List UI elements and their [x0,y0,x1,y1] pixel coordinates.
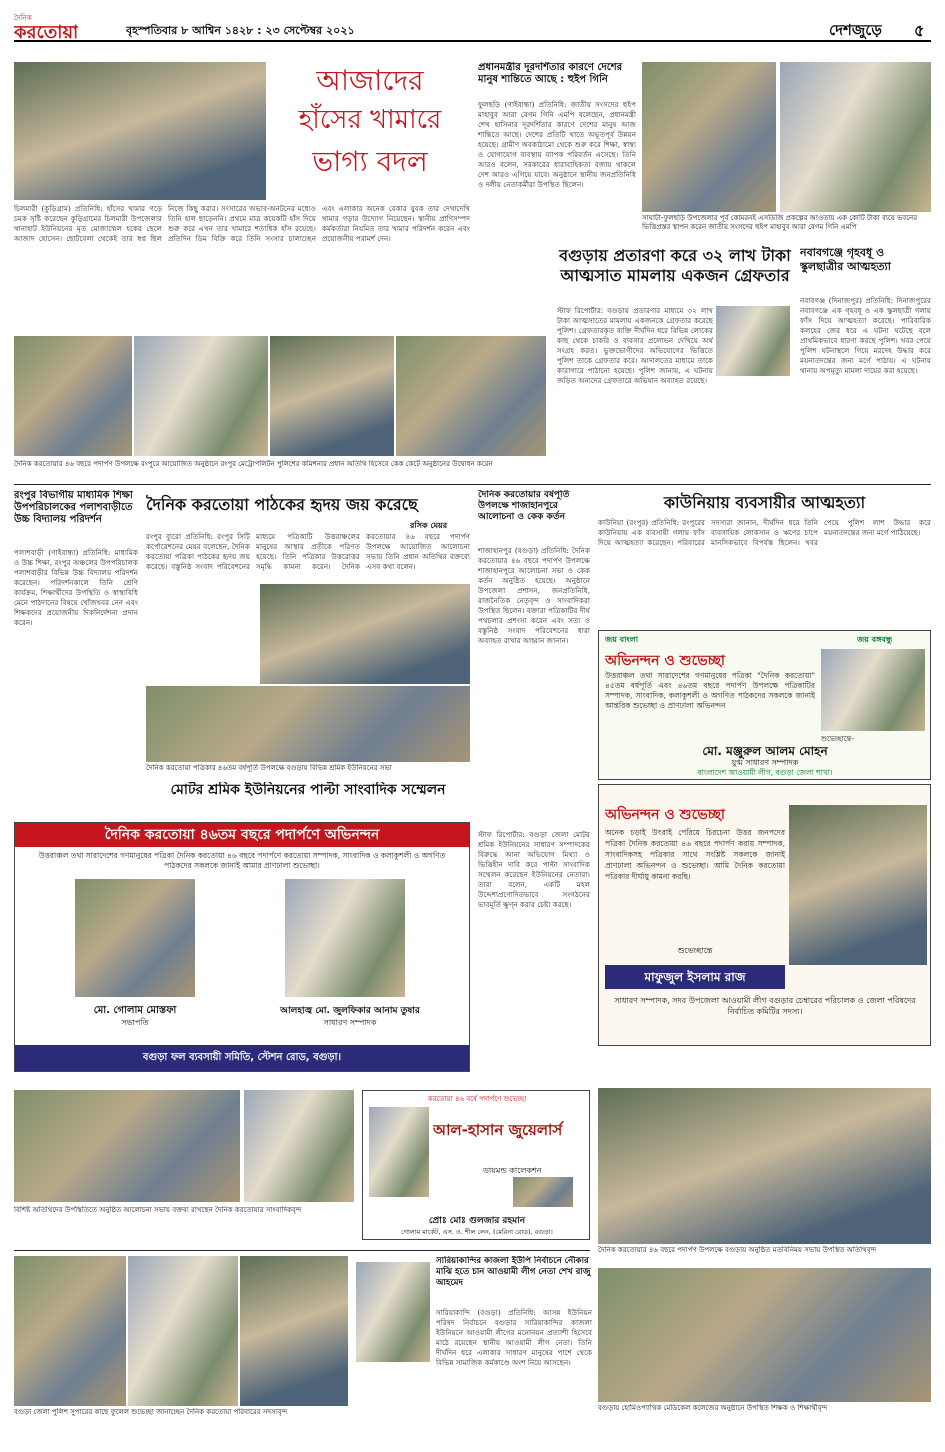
ad-mafuzul [598,784,931,1046]
rangpur-heart-headline: দৈনিক করতোয়া পাঠকের হৃদয় জয় করেছে [146,495,418,514]
lead-headline-line-1: আজাদের [316,64,424,97]
divider [14,484,931,485]
rangpur-edu-headline: রংপুর বিভাগীয় মাধ্যমিক শিক্ষা উপপরিচালকের পলাশবাড়ীতে উচ্চ বিদ্যালয় পরিদর্শন [14,490,133,525]
pm-caption: সাঘাটা-ফুলছড়ি উপজেলার পূর্ব কোমরনই এসডিজি প্রকল্পের আওতায় এক কোটি টাকা ব্যয়ে ভবনের ভিত্তিপ্রস্তর স্থাপন করেন জাতীয় সংসদের হুইপ মাহাবুব আরা বেগম গিনি এমপি [642,214,918,231]
ad2-greeting: শুভেচ্ছান্তে- [821,735,854,743]
photo-row-4 [396,336,546,456]
ad2-role: যুগ্ম সাধারণ সম্পাদক [731,758,799,767]
ad3-body: অনেক চড়াই উৎরাই পেরিয়ে চিরচেনা উত্তর জনপদের পত্রিকা দৈনিক করতোয়া ৪৬ বছরে পদার্পণ করায় সম্পাদক, সাংবাদিকসহ পত্রিকার সাথে সংশ্লিষ্ট সকলকে জানাই প্রাণঢালা অভিনন্দন ও শুভেচ্ছা। আমি দৈনিক করতোয়া পত্রিকার দীর্ঘায়ু কামনা করছি। [605,828,785,881]
bottom-story-portrait [356,1262,430,1362]
bottom-photo-3 [240,1256,348,1406]
pm-photo-1 [642,62,776,212]
ad1-person-1-name: মো. গোলাম মোস্তফা [93,1005,177,1016]
ad2-org: বাংলাদেশ আওয়ামী লীগ, বগুড়া জেলা শাখা। [697,768,833,777]
lead-photo [14,62,266,200]
fraud-headline: বগুড়ায় প্রতারণা করে ৩২ লাখ টাকা আত্মসাত মামলায় একজন গ্রেফতার [559,246,791,285]
ad4-address: গোলাম মার্কেট, এস. ও. শীল লেন, (মেরিনা রোড), বগুড়া। [401,1228,553,1236]
ad3-role: সাধারণ সম্পাদক, সদর উপজেলা আওয়ামী লীগ বগুড়ার চেম্বারের পরিচালক ও জেলা পরিষদের নির্বাচিত কমিটির সদস্য। [614,996,916,1016]
photo-2-caption: বিশিষ্ট অতিথিদের উপস্থিতিতে অনুষ্ঠিত আলোচনা সভায় বক্তব্য রাখছেন দৈনিক করতোয়ার সাংবাদিকবৃন্দ [14,1206,302,1214]
fraud-photo [716,306,790,376]
ad1-footer: বগুড়া ফল ব্যবসায়ী সমিতি, স্টেশন রোড, বগুড়া। [15,1045,469,1071]
ad3-name: মাফুজুল ইসলাম রাজ [605,965,785,989]
meeting-photo [146,686,470,762]
ad1-person-2-name: আলহাজ্ব মো. জুলফিকার আনাম তুষার [280,1006,420,1016]
ad4-subtitle: ডায়মন্ড কালেকশন [483,1166,542,1175]
ad4-top: করতোয়া ৪৬ বর্ষে পদার্পণে শুভেচ্ছা [427,1095,527,1103]
bottom-photo-4 [598,1268,931,1402]
rangpur-heart-body: রংপুর ব্যুরো প্রতিনিধি: রংপুর সিটি কর্পোরেশনের মেয়র বলেছেন, দৈনিক করতোয়া পত্রিকা পাঠকের হৃদয় জয় করেছে। বস্তুনিষ্ঠ সংবাদ পরিবেশনের মাধ্যমে পত্রিকাটি উত্তরাঞ্চলের মানুষের আস্থার প্রতীকে পরিণত হয়েছে। তিনি পত্রিকার উত্তরোত্তর সমৃদ্ধি কামনা করেন। দৈনিক করতোয়ার ৪৬ বছরে পদার্পণ উপলক্ষে আয়োজিত আলোচনা সভায় তিনি প্রধান অতিথির বক্তব্যে এসব কথা বলেন। [146,532,470,571]
pm-photo-2 [780,62,931,212]
lead-body: চিলমারী (কুড়িগ্রাম) প্রতিনিধি: হাঁসের খামার গড়ে চমক সৃষ্টি করেছেন কুড়িগ্রামের চিলমারী উপজেলার থানাহাট ইউনিয়নের মৃত মোজাম্মেল হকের ছেলে আজাদ হোসেন। ছোটবেলা থেকেই তার স্বপ্ন ছিল নিজে কিছু করার। সংসারের অভাব-অনটনের মধ্যেও তিনি হাল ছাড়েননি। প্রথমে মাত্র কয়েকটি হাঁস দিয়ে শুরু করে এখন তার খামারে শতাধিক হাঁস রয়েছে। প্রতিদিন ডিম বিক্রি করে তিনি সংসার চালাচ্ছেন এবং এলাকার অনেক বেকার যুবক তার দেখাদেখি খামার গড়ার উদ্যোগ নিয়েছেন। স্থানীয় প্রাণিসম্পদ কর্মকর্তারা নিয়মিত তার খামার পরিদর্শন করেন এবং প্রয়োজনীয় পরামর্শ দেন। [14,204,470,243]
nawabganj-body: নবাবগঞ্জ (দিনাজপুর) প্রতিনিধি: দিনাজপুরের নবাবগঞ্জে এক গৃহবধূ ও এক স্কুলছাত্রী গলায় ফাঁস দিয়ে আত্মহত্যা করেছে। পারিবারিক কলহের জের ধরে এ ঘটনা ঘটেছে বলে প্রাথমিকভাবে ধারণা করছে পুলিশ। খবর পেয়ে পুলিশ ঘটনাস্থলে গিয়ে মরদেহ উদ্ধার করে ময়নাতদন্তের জন্য মর্গে পাঠায়। এ ঘটনায় থানায় অপমৃত্যু মামলা দায়ের করা হয়েছে। [800,296,931,375]
ad-monjurul [598,630,931,780]
bottom-story-body: সারিয়াকান্দি (বগুড়া) প্রতিনিধি: আসন্ন ইউনিয়ন পরিষদ নির্বাচনে বগুড়ার সারিয়াকান্দির কাজলা ইউনিয়নে আওয়ামী লীগের মনোনয়ন প্রত্যাশী হিসেবে মাঠে রয়েছেন স্থানীয় আওয়ামী লীগ নেতা। তিনি দীর্ঘদিন ধরে এলাকার সাধারণ মানুষের পাশে থেকে বিভিন্ন সামাজিক কর্মকাণ্ডে অংশ নিয়ে আসছেন। [436,1308,592,1367]
fraud-body: স্টাফ রিপোর্টার: বগুড়ায় প্রতারণার মাধ্যমে ৩২ লাখ টাকা আত্মসাতের মামলায় একজনকে গ্রেফতার করেছে পুলিশ। গ্রেফতারকৃত ব্যক্তি দীর্ঘদিন ধরে বিভিন্ন লোকের কাছ থেকে চাকরি ও ব্যবসার প্রলোভন দেখিয়ে অর্থ সংগ্রহ করত। ভুক্তভোগীদের অভিযোগের ভিত্তিতে পুলিশ তাকে গ্রেফতার করে। আদালতের মাধ্যমে তাকে কারাগারে পাঠানো হয়েছে। পুলিশ জানায়, এ ঘটনায় জড়িত অন্যদের গ্রেফতারে অভিযান অব্যাহত রয়েছে। [557,306,713,385]
shahjahanpur-body: শাজাহানপুর (বগুড়া) প্রতিনিধি: দৈনিক করতোয়ার ৪৬ বছরে পদার্পণ উপলক্ষে শাজাহানপুরে আলোচনা সভা ও কেক কর্তন অনুষ্ঠিত হয়েছে। অনুষ্ঠানে উপজেলা প্রশাসন, জনপ্রতিনিধি, রাজনৈতিক নেতৃবৃন্দ ও সাংবাদিকরা উপস্থিত ছিলেন। বক্তারা পত্রিকাটির দীর্ঘ পথচলার প্রশংসা করেন এবং সত্য ও বস্তুনিষ্ঠ সংবাদ পরিবেশনের ধারা অব্যাহত রাখার আহ্বান জানান। [478,546,590,645]
ad2-top: জয় বাংলা [605,635,639,644]
ad-fruit-traders [14,822,470,1072]
bottom-caption-1: বগুড়া জেলা পুলিশ সুপারের কাছে ফুলেল শুভেচ্ছা জানাচ্ছেন দৈনিক করতোয়া পরিবারের সদস্যবৃন্দ [14,1408,288,1416]
ad1-person-2-role: সাধারণ সম্পাদক [323,1018,377,1027]
ad-jewellers [362,1090,590,1240]
ad2-top-right: জয় বঙ্গবন্ধু [857,635,893,644]
ad1-subtitle: উত্তরাঞ্চল তথা সারাদেশের গণমানুষের পত্রিকা দৈনিক করতোয়া ৪৬ বছরে পদার্পণে করতোয়া সম্পাদক, সাংবাদিক ও কলাকুশলী ও অগণিত পাঠকদের সকলকে জানাই আমার প্রাণঢালা শুভেচ্ছা। [38,851,446,870]
photo-row-1 [14,336,132,456]
meeting-body: স্টাফ রিপোর্টার: বগুড়া জেলা মোটর শ্রমিক ইউনিয়নের সাধারণ সম্পাদকের বিরুদ্ধে আনা অভিযোগ মিথ্যা ও ভিত্তিহীন দাবি করে পাল্টা সাংবাদিক সম্মেলন করেছেন ইউনিয়নের নেতারা। তারা বলেন, একটি মহল উদ্দেশ্যপ্রণোদিতভাবে সংগঠনের ভাবমূর্তি ক্ষুণ্ন করার চেষ্টা করছে। [478,830,590,909]
ad1-title: দৈনিক করতোয়া ৪৬তম বছরে পদার্পণে অভিনন্দন [15,823,469,847]
rangpur-edu-body: পলাশবাড়ী (গাইবান্ধা) প্রতিনিধি: মাধ্যমিক ও উচ্চ শিক্ষা, রংপুর অঞ্চলের উপপরিচালক পলাশবাড়ীর বিভিন্ন উচ্চ বিদ্যালয় পরিদর্শন করেছেন। পরিদর্শনকালে তিনি শ্রেণি কার্যক্রম, শিক্ষার্থীদের উপস্থিতি ও স্বাস্থ্যবিধি মেনে পাঠদানের বিষয়ে খোঁজখবর নেন এবং শিক্ষকদের প্রয়োজনীয় দিকনির্দেশনা প্রদান করেন। [14,548,138,627]
photo-3 [598,1088,931,1244]
masthead-date: বৃহস্পতিবার ৮ আশ্বিন ১৪২৮ : ২৩ সেপ্টেম্বর ২০২১ [126,24,355,37]
bottom-caption-2: বগুড়ায় হোমিওপ্যাথিক মেডিকেল কলেজের অনুষ্ঠানে উপস্থিত শিক্ষক ও শিক্ষার্থীবৃন্দ [598,1404,828,1412]
ad4-owner: প্রোঃ মোঃ গুলজার রহমান [428,1216,526,1226]
ad3-greeting: শুভেচ্ছান্তে [677,946,713,955]
ad4-portrait [369,1107,429,1197]
ad2-name: মো. মঞ্জুরুল আলম মোহন [702,744,828,758]
ad2-body: উত্তরাঞ্চল তথা সারাদেশের গণমানুষের পত্রিকা "দৈনিক করতোয়া" ৪৫তম বর্ষপূর্তি এবং ৪৬তম বছরে পদার্পণ উপলক্ষে পত্রিকাটির সম্পাদক, সাংবাদিক, কলাকুশলী ও অগণিত পাঠকদের সকলকে জানাই আন্তরিক শুভেচ্ছা ও প্রাণঢালা অভিনন্দন [605,671,815,710]
photo-row-2 [134,336,268,456]
ad1-portrait-2 [285,879,405,997]
bottom-photo-2 [128,1256,238,1406]
photo-row-caption: দৈনিক করতোয়ার ৪৬ বছরে পদার্পণ উপলক্ষে রংপুরে আয়োজিত অনুষ্ঠানে রংপুর মেট্রোপলিটন পুলিশের কমিশনার প্রধান অতিথি হিসেবে কেক কেটে অনুষ্ঠানের উদ্বোধন করেন [14,460,493,468]
kaunia-headline: কাউনিয়ায় ব্যবসায়ীর আত্মহত্যা [663,493,866,512]
rangpur-heart-photo [260,584,470,684]
rangpur-heart-byline: রসিক মেয়র [410,521,448,530]
divider-bottom [14,1250,590,1251]
bottom-photo-1 [14,1256,126,1406]
photo-2-b [244,1090,354,1202]
shahjahanpur-headline: দৈনিক করতোয়ার বর্ষপূর্তি উপলক্ষে শাজাহানপুরে আলোচনা ও কেক কর্তন [478,490,570,522]
lead-headline-line-3: ভাগ্য বদল [312,145,428,178]
pm-body: ফুলছড়ি (গাইবান্ধা) প্রতিনিধি: জাতীয় সংসদের হুইপ মাহাবুব আরা বেগম গিনি এমপি বলেছেন, প্রধানমন্ত্রী শেখ হাসিনার দূরদর্শিতার কারণে দেশের মানুষ আজ শান্তিতে আছে। দেশের প্রতিটি খাতে অভূতপূর্ব উন্নয়ন হয়েছে। গ্রামীণ অবকাঠামো থেকে শুরু করে শিক্ষা, স্বাস্থ্য ও যোগাযোগ ব্যবস্থায় ব্যাপক পরিবর্তন এসেছে। তিনি আরও বলেন, সরকারের ধারাবাহিকতা বজায় থাকলে দেশ আরও এগিয়ে যাবে। অনুষ্ঠানে স্থানীয় জনপ্রতিনিধি ও দলীয় নেতাকর্মীরা উপস্থিত ছিলেন। [478,100,636,189]
lead-headline-line-2: হাঁসের খামারে [298,105,442,135]
ad4-title: আল-হাসান জুয়েলার্স [433,1121,563,1139]
masthead [14,12,931,42]
brand-small: দৈনিক [14,14,32,22]
section-title: দেশজুড়ে [829,21,882,39]
brand-logo: করতোয়া [14,22,79,42]
ad1-portrait-1 [75,879,195,997]
lead-headline-box [270,62,470,198]
ad2-title: অভিনন্দন ও শুভেচ্ছা [605,653,725,669]
ad4-jewelry-image [513,1177,573,1207]
kaunia-body: কাউনিয়া (রংপুর) প্রতিনিধি: রংপুরের কাউনিয়ায় এক ব্যবসায়ী গলায় ফাঁস দিয়ে আত্মহত্যা করেছেন। পরিবারের সদস্যরা জানান, দীর্ঘদিন ধরে তিনি ব্যবসায়িক লোকসান ও ঋণের চাপে মানসিকভাবে বিপর্যস্ত ছিলেন। খবর পেয়ে পুলিশ লাশ উদ্ধার করে ময়নাতদন্তের জন্য মর্গে পাঠিয়েছে। [598,518,931,547]
nawabganj-headline: নবাবগঞ্জে গৃহবধূ ও স্কুলছাত্রীর আত্মহত্যা [800,246,891,273]
ad3-title: অভিনন্দন ও শুভেচ্ছা [605,807,725,823]
ad3-portrait [789,805,927,965]
photo-2-a [14,1090,240,1202]
meeting-headline: মোটর শ্রমিক ইউনিয়নের পাল্টা সাংবাদিক সম্মেলন [170,782,446,798]
bottom-story-headline: সারিয়াকান্দির কাজলা ইউপি নির্বাচনে নৌকার মাঝি হতে চান আওয়ামী লীগ নেতা শেখ রাজু আহমেদ [436,1256,591,1288]
pm-headline: প্রধানমন্ত্রীর দূরদর্শিতার কারণে দেশের মানুষ শান্তিতে আছে : হুইপ গিনি [478,62,623,85]
page-number: ৫ [914,21,925,40]
meeting-caption: দৈনিক করতোয়া পত্রিকার ৪৬তম বর্ষপূর্তি উপলক্ষে বগুড়ায় বিভিন্ন শ্রমিক ইউনিয়নের সভা [146,764,392,772]
photo-3-caption: দৈনিক করতোয়ার ৪৬ বছরে পদার্পণ উপলক্ষে বগুড়ায় অনুষ্ঠিত মতবিনিময় সভায় উপস্থিত অতিথিবৃন্দ [598,1246,877,1254]
ad2-portrait [821,649,925,731]
photo-row-3 [270,336,394,456]
ad1-person-1-role: সভাপতি [121,1018,149,1027]
